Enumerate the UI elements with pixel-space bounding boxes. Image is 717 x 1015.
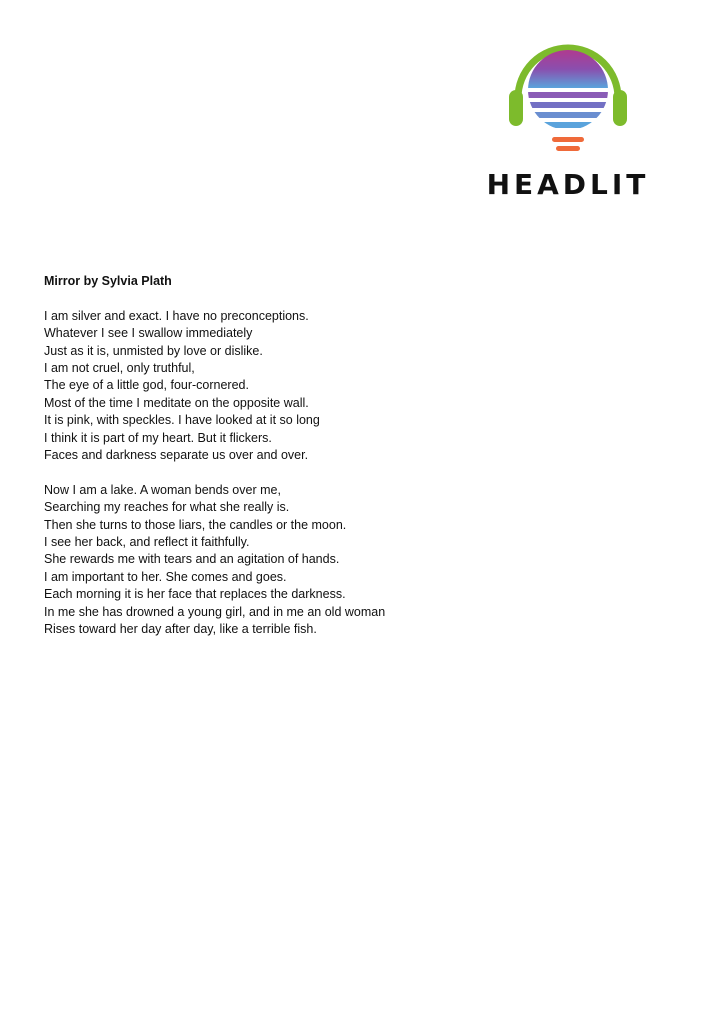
poem-title: Mirror by Sylvia Plath bbox=[44, 274, 172, 288]
poem-line: She rewards me with tears and an agitation of hands. bbox=[44, 552, 340, 567]
poem-line: Whatever I see I swallow immediately bbox=[44, 326, 253, 341]
headlit-logo bbox=[468, 40, 668, 202]
poem-line: Most of the time I meditate on the opposite wall. bbox=[44, 395, 309, 410]
poem-line: I think it is part of my heart. But it flickers. bbox=[44, 430, 272, 445]
poem-line: Searching my reaches for what she really is. bbox=[44, 500, 290, 515]
poem-line: In me she has drowned a young girl, and in me an old woman bbox=[44, 604, 386, 619]
poem-line: Faces and darkness separate us over and over. bbox=[44, 448, 309, 463]
poem-line: Now I am a lake. A woman bends over me, bbox=[44, 482, 281, 497]
poem-line: Rises toward her day after day, like a terrible fish. bbox=[44, 622, 317, 637]
poem-line: Then she turns to those liars, the candles or the moon. bbox=[44, 517, 347, 532]
poem-line: It is pink, with speckles. I have looked at it so long bbox=[44, 413, 320, 428]
poem-line: I see her back, and reflect it faithfully. bbox=[44, 535, 250, 550]
poem-line: Each morning it is her face that replaces the darkness. bbox=[44, 587, 346, 602]
poem-line: Just as it is, unmisted by love or dislike. bbox=[44, 343, 263, 358]
stanza-1 bbox=[44, 308, 564, 465]
logo-wordmark: HEADLIT bbox=[486, 168, 650, 201]
stanza-2 bbox=[44, 482, 564, 639]
poem-line: The eye of a little god, four-cornered. bbox=[44, 378, 249, 393]
poem-line: I am silver and exact. I have no preconceptions. bbox=[44, 308, 309, 323]
headphones-sun-icon bbox=[508, 40, 628, 156]
poem-body bbox=[44, 273, 564, 656]
poem-line: I am important to her. She comes and goes. bbox=[44, 569, 287, 584]
poem-line: I am not cruel, only truthful, bbox=[44, 361, 195, 376]
